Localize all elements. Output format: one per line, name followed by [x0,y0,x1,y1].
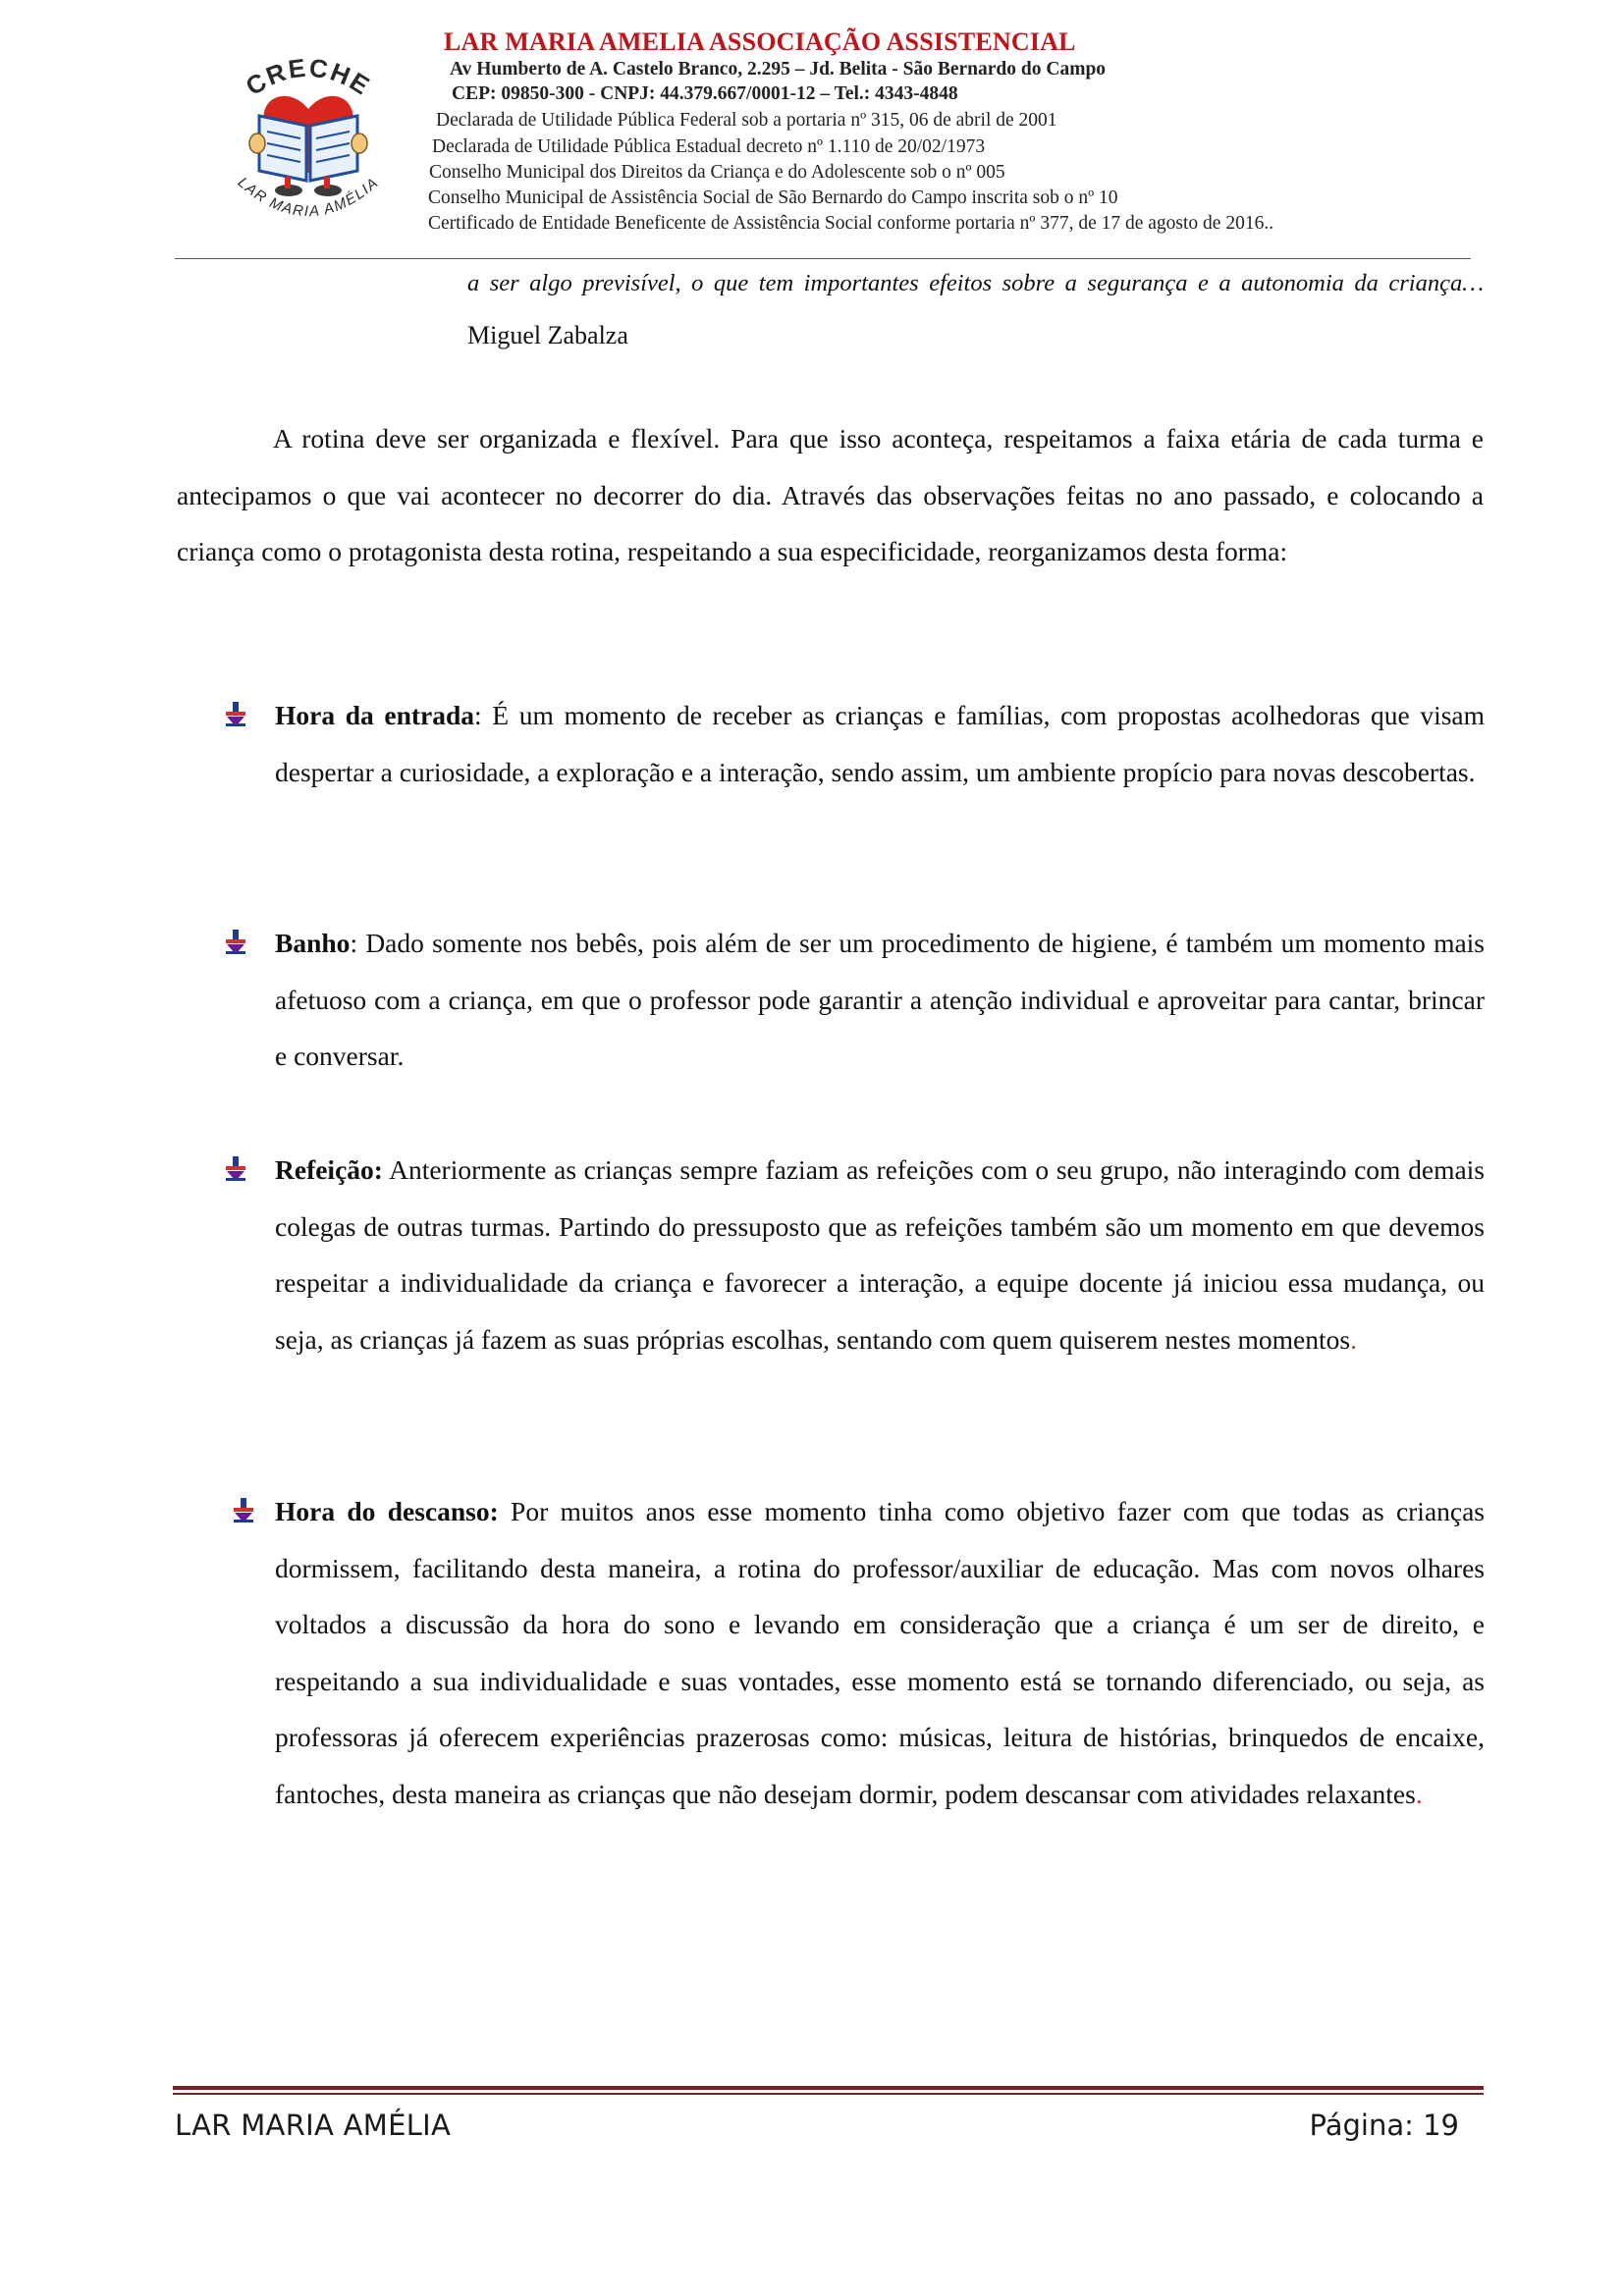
creche-logo [220,55,397,230]
footer-rule-thick [173,2086,1484,2090]
intro-paragraph: A rotina deve ser organizada e flexível. Para que isso aconteça, respeitamos a faixa etária de cada turma e antecipamos o que vai acontecer no decorrer do dia. Através das observações feitas no ano passado, e colocando a criança como o protagonista desta rotina, respeitando a sua especificidade, reorganizamos desta forma: [177,423,1484,566]
list-item-hora-entrada [275,687,1485,800]
page-number: Página: 19 [1309,2109,1459,2142]
list-item-hora-descanso [275,1483,1485,1822]
quote-text: a ser algo previsível, o que tem importantes efeitos sobre a segurança e a autonomia da criança… [467,270,1484,296]
org-address: Av Humberto de A. Castelo Branco, 2.295 – Jd. Belita - São Bernardo do Campo [450,59,1107,80]
quote-block [467,257,1484,362]
utilidade-federal-line: Declarada de Utilidade Pública Federal sob a portaria nº 315, 06 de abril de 2001 [436,110,1057,131]
item-term: Banho [275,928,351,958]
footer-rule-thin [173,2093,1484,2095]
svg-text:LAR MARIA AMÉLIA: LAR MARIA AMÉLIA [234,174,383,221]
item-text: Dado somente nos bebês, pois além de ser um procedimento de higiene, é também um momento mais afetuoso com a criança, em que o professor pode garantir a atenção individual e aproveitar para cantar, brincar e conversar. [275,928,1486,1071]
footer-org-name: LAR MARIA AMÉLIA [175,2109,452,2142]
org-cep-cnpj-phone: CEP: 09850-300 - CNPJ: 44.379.667/0001-12 – Tel.: 4343-4848 [452,83,958,104]
item-term: Hora da entrada [275,700,475,730]
svg-text:CRECHE: CRECHE [240,55,377,102]
cmas-line: Conselho Municipal de Assistência Social de São Bernardo do Campo inscrita sob o nº 10 [428,187,1118,208]
org-name: LAR MARIA AMELIA ASSOCIAÇÃO ASSISTENCIAL [444,27,1076,56]
list-item-banho [275,915,1485,1085]
item-end: . [1415,1778,1423,1809]
item-text: É um momento de receber as crianças e famílias, com propostas acolhedoras que visam despertar a curiosidade, a exploração e a interação, sendo assim, um ambiente propício para novas descobertas. [275,700,1486,787]
list-item-refeicao [275,1142,1485,1367]
utilidade-estadual-line: Declarada de Utilidade Pública Estadual decreto nº 1.110 de 20/02/1973 [432,136,986,157]
item-term: Hora do descanso: [275,1496,499,1526]
item-sep: : [474,700,493,730]
item-sep [499,1496,511,1526]
bullet-arrow-down-icon [224,702,247,727]
bullet-arrow-down-icon [224,930,247,955]
bullet-arrow-down-icon [224,1156,247,1182]
item-term: Refeição: [275,1154,383,1185]
item-text: Anteriormente as crianças sempre faziam as refeições com o seu grupo, não interagindo com demais colegas de outras turmas. Partindo do pressuposto que as refeições também são um momento em que devemos respeitar a individualidade da criança e favorecer a interação, a equipe docente já iniciou essa mudança, ou seja, as crianças já fazem as suas próprias escolhas, sentando com quem quiserem nestes momentos [275,1154,1486,1355]
quote-author: Miguel Zabalza [467,321,628,349]
item-sep: : [350,928,366,958]
item-text: Por muitos anos esse momento tinha como objetivo fazer com que todas as crianças dormissem, facilitando desta maneira, a rotina do professor/auxiliar de educação. Mas com novos olhares voltados a discussão da hora do sono e levando em consideração que a criança é um ser de direito, e respeitando a sua individualidade e suas vontades, esse momento está se tornando diferenciado, ou seja, as professoras já oferecem experiências prazerosas como: músicas, leitura de histórias, brinquedos de encaixe, fantoches, desta maneira as crianças que não desejam dormir, podem descansar com atividades relaxantes [275,1496,1486,1809]
bullet-arrow-down-icon [232,1498,255,1523]
item-end: . [1350,1323,1357,1355]
cmdca-line: Conselho Municipal dos Direitos da Criança e do Adolescente sob o nº 005 [429,162,1005,183]
cebas-line: Certificado de Entidade Beneficente de Assistência Social conforme portaria nº 377, de 17 de agosto de 2016.. [428,213,1274,234]
